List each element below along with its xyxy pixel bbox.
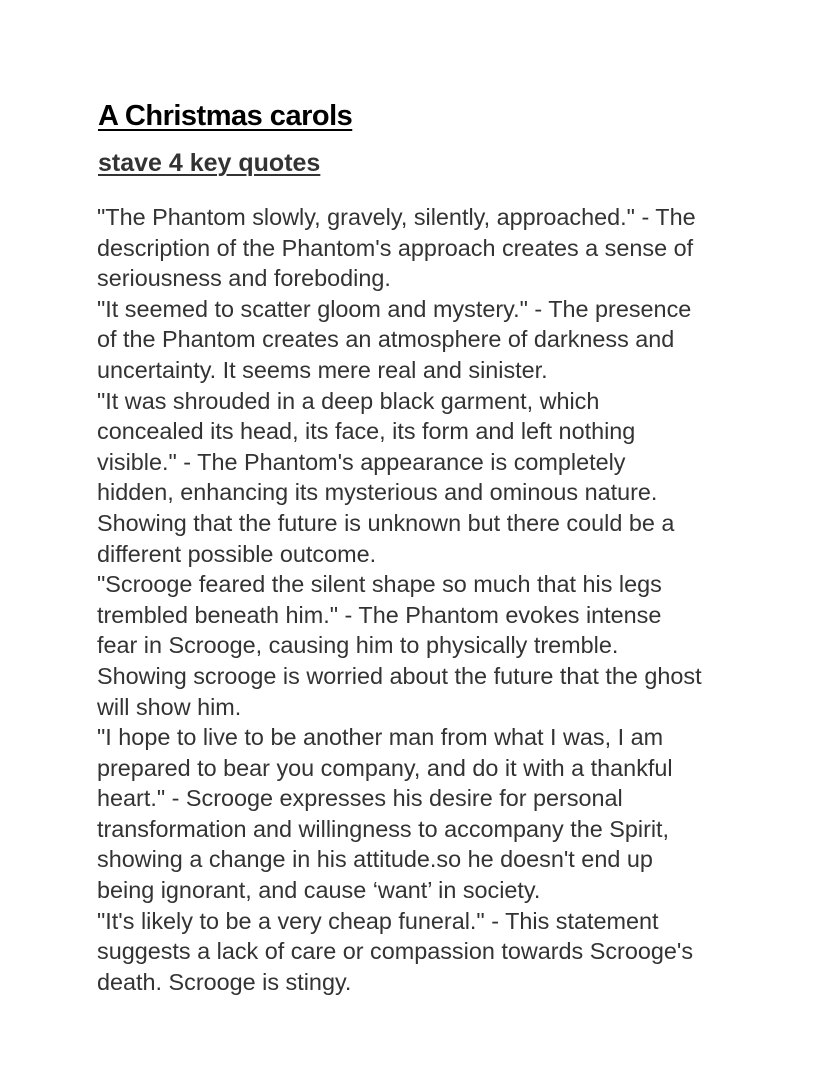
text-line: showing a change in his attitude.so he doesn't end up: [97, 846, 653, 873]
text-line: "Scrooge feared the silent shape so much that his legs: [97, 571, 662, 598]
text-line: "The Phantom slowly, gravely, silently, approached." - The: [97, 204, 696, 230]
text-line: "It was shrouded in a deep black garment, which: [97, 387, 600, 414]
text-line: suggests a lack of care or compassion towards Scrooge's: [97, 938, 694, 965]
text-line: will show him.: [97, 693, 242, 720]
text-line: death. Scrooge is stingy.: [97, 968, 352, 995]
text-line: different possible outcome.: [97, 540, 377, 567]
text-line: "It's likely to be a very cheap funeral." - This statement: [97, 907, 659, 934]
text-line: concealed its head, its face, its form and left nothing: [97, 418, 636, 445]
quotes-body: [97, 202, 702, 997]
text-line: uncertainty. It seems mere real and sinister.: [97, 356, 548, 383]
document-subtitle: stave 4 key quotes: [98, 149, 321, 177]
text-line: heart." - Scrooge expresses his desire for personal: [97, 785, 623, 812]
text-line: trembled beneath him." - The Phantom evokes intense: [97, 601, 662, 628]
text-line: hidden, enhancing its mysterious and ominous nature.: [97, 479, 658, 506]
text-line: "I hope to live to be another man from what I was, I am: [97, 724, 664, 751]
text-line: visible." - The Phantom's appearance is completely: [97, 448, 626, 475]
document-title: A Christmas carols: [98, 100, 353, 132]
text-line: transformation and willingness to accompany the Spirit,: [97, 815, 670, 842]
text-line: "It seemed to scatter gloom and mystery." - The presence: [97, 295, 692, 322]
text-line: prepared to bear you company, and do it with a thankful: [97, 754, 673, 781]
text-line: Showing that the future is unknown but there could be a: [97, 509, 675, 536]
text-line: Showing scrooge is worried about the future that the ghost: [97, 662, 702, 689]
text-line: seriousness and foreboding.: [97, 265, 391, 292]
text-line: fear in Scrooge, causing him to physically tremble.: [97, 632, 619, 659]
text-line: of the Phantom creates an atmosphere of darkness and: [97, 326, 675, 353]
text-line: being ignorant, and cause ‘want’ in society.: [97, 877, 541, 904]
text-line: description of the Phantom's approach creates a sense of: [97, 234, 694, 261]
